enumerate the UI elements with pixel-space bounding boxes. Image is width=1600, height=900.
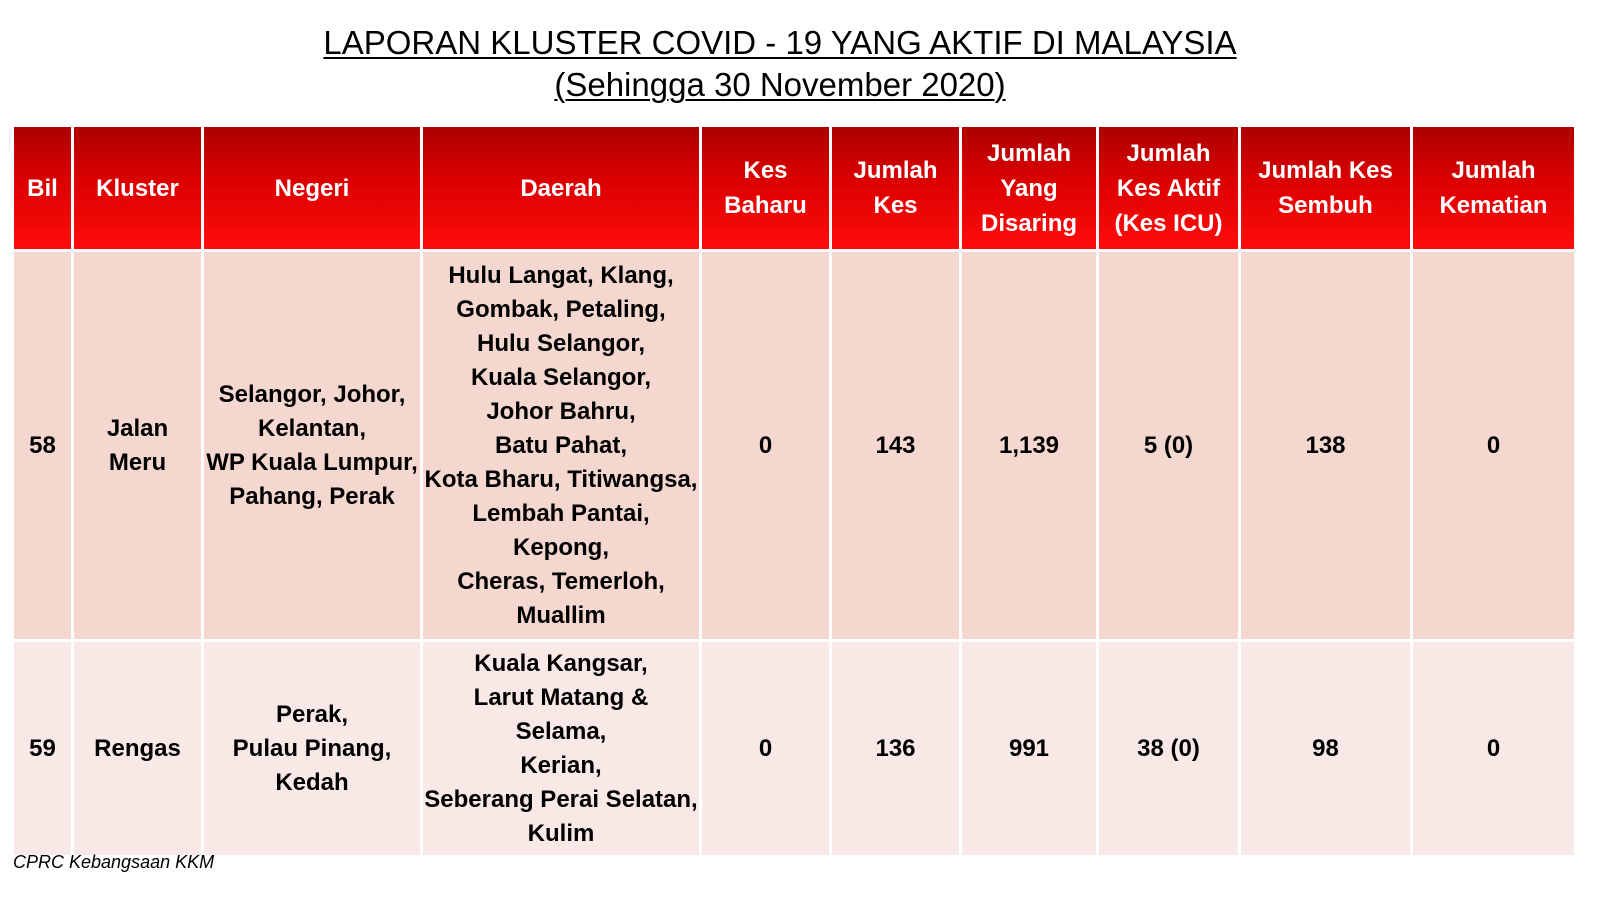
cell-daerah: Kuala Kangsar, Larut Matang & Selama, Kerian, Seberang Perai Selatan, Kulim: [423, 642, 699, 855]
cell-kes-baharu: 0: [702, 642, 829, 855]
header-negeri: Negeri: [204, 127, 420, 249]
table-row: [14, 252, 1574, 639]
header-jumlah-kes: Jumlah Kes: [832, 127, 959, 249]
cell-jumlah-kes: 136: [832, 642, 959, 855]
cell-daerah: Hulu Langat, Klang, Gombak, Petaling, Hulu Selangor, Kuala Selangor, Johor Bahru, Batu Pahat, Kota Bharu, Titiwangsa, Lembah Pantai, Kepong, Cheras, Temerloh, Muallim: [423, 252, 699, 639]
report-title: [0, 22, 1560, 106]
cell-jumlah-disaring: 991: [962, 642, 1096, 855]
cell-kes-aktif: 5 (0): [1099, 252, 1238, 639]
header-kes-sembuh: Jumlah Kes Sembuh: [1241, 127, 1410, 249]
cell-jumlah-disaring: 1,139: [962, 252, 1096, 639]
title-line-2: (Sehingga 30 November 2020): [554, 66, 1006, 103]
header-jumlah-disaring: Jumlah Yang Disaring: [962, 127, 1096, 249]
source-note: CPRC Kebangsaan KKM: [13, 852, 215, 872]
cell-kluster: Rengas: [74, 642, 201, 855]
header-kes-baharu: Kes Baharu: [702, 127, 829, 249]
cell-jumlah-kes: 143: [832, 252, 959, 639]
title-line-1: LAPORAN KLUSTER COVID - 19 YANG AKTIF DI MALAYSIA: [323, 24, 1237, 61]
cell-kes-aktif: 38 (0): [1099, 642, 1238, 855]
cell-kluster: Jalan Meru: [74, 252, 201, 639]
cluster-table: [11, 124, 1577, 858]
cell-kes-sembuh: 98: [1241, 642, 1410, 855]
header-kes-aktif: Jumlah Kes Aktif (Kes ICU): [1099, 127, 1238, 249]
header-kluster: Kluster: [74, 127, 201, 249]
header-bil: Bil: [14, 127, 71, 249]
cell-bil: 58: [14, 252, 71, 639]
cell-kematian: 0: [1413, 642, 1574, 855]
header-daerah: Daerah: [423, 127, 699, 249]
cell-negeri: Selangor, Johor, Kelantan, WP Kuala Lumpur, Pahang, Perak: [204, 252, 420, 639]
cell-kes-baharu: 0: [702, 252, 829, 639]
table-row: [14, 642, 1574, 855]
cell-kematian: 0: [1413, 252, 1574, 639]
cell-negeri: Perak, Pulau Pinang, Kedah: [204, 642, 420, 855]
cell-bil: 59: [14, 642, 71, 855]
header-kematian: Jumlah Kematian: [1413, 127, 1574, 249]
header-row: [14, 127, 1574, 249]
cell-kes-sembuh: 138: [1241, 252, 1410, 639]
